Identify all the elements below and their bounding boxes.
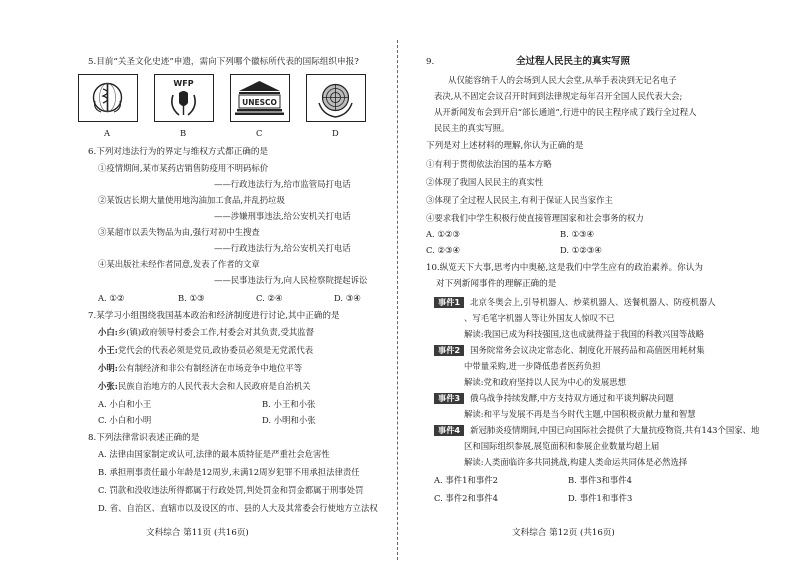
event-text: 俄乌战争持续发酵,中方支持双方通过和平谈判解决问题 bbox=[470, 393, 674, 403]
q8-stem: 8.下列法律常识表述正确的是 bbox=[88, 433, 200, 443]
q9-number: 9. bbox=[426, 57, 435, 67]
q5-label-a: A bbox=[104, 128, 111, 138]
q9-item-3: ③体现了全过程人民民主,有利于保证人民当家作主 bbox=[426, 195, 613, 205]
q10-event-3-interp: 解读:和平与发展不再是当今时代主题,中国积极贡献力量和智慧 bbox=[464, 409, 696, 419]
q9-item-4: ④要求我们中学生积极行使直接管理国家和社会事务的权力 bbox=[426, 213, 644, 223]
q8-option-d: D. 省、自治区、直辖市以及设区的市、县的人大及其常委会行使地方立法权 bbox=[98, 503, 378, 513]
speaker-text: 公有制经济和非公有制经济在市场竞争中地位平等 bbox=[117, 363, 303, 373]
q5-stem: 5.目前“关圣文化史迹”申遗，需向下列哪个徽标所代表的国际组织申报? bbox=[88, 57, 359, 67]
event-tag: 事件4 bbox=[434, 425, 464, 436]
q6-option-d: D. ③④ bbox=[334, 293, 361, 303]
q10-event-4 bbox=[434, 424, 759, 436]
speaker-name: 小白: bbox=[98, 327, 118, 337]
q10-option-a: A. 事件1和事件2 bbox=[434, 475, 498, 485]
right-footer: 文科综合 第12页 (共16页) bbox=[512, 528, 615, 538]
q6-option-a: A. ①② bbox=[98, 293, 125, 303]
q6-item-3: ③某超市以丢失物品为由,强行对初中生搜查 bbox=[98, 227, 260, 237]
q6-option-b: B. ①③ bbox=[178, 293, 205, 303]
q6-stem: 6.下列对违法行为的界定与维权方式都正确的是 bbox=[88, 147, 269, 157]
q7-option-b: B. 小王和小张 bbox=[262, 399, 316, 409]
event-tag: 事件3 bbox=[434, 393, 464, 404]
q8-option-a: A. 法律由国家制定或认可,法律的最本质特征是严重社会危害性 bbox=[98, 449, 330, 459]
q9-passage-3: 从开新闻发布会到开启“部长通道”,行进中的民主程序成了践行全过程人 bbox=[434, 107, 697, 117]
q6-item-4-note: ——民事违法行为,向人民检察院提起诉讼 bbox=[214, 275, 368, 285]
q9-passage-2: 表决,从不固定会议召开时间到法律规定每年召开全国人民代表大会; bbox=[434, 91, 683, 101]
left-footer: 文科综合 第11页 (共16页) bbox=[146, 528, 249, 538]
q6-item-3-note: ——行政违法行为,给公安机关打电话 bbox=[214, 243, 351, 253]
event-tag: 事件2 bbox=[434, 345, 464, 356]
event-text: 国务院常务会议决定常态化、制度化开展药品和高值医用耗材集 bbox=[470, 345, 705, 355]
q7-speaker-4 bbox=[98, 380, 310, 392]
q10-event-3 bbox=[434, 392, 674, 404]
speaker-name: 小王: bbox=[98, 345, 118, 355]
q10-stem-2: 对下列新闻事件的理解正确的是 bbox=[436, 279, 557, 289]
q6-item-1: ①疫情期间,某市某药店销售防疫用不明码标价 bbox=[98, 163, 269, 173]
speaker-name: 小张: bbox=[98, 381, 118, 391]
q10-event-4-cont: 区和国际组织参展,展览面积和参展企业数量均超上届 bbox=[464, 441, 660, 451]
q7-speaker-3 bbox=[98, 362, 302, 374]
event-text: 北京冬奥会上,引导机器人、炒菜机器人、送餐机器人、防疫机器人 bbox=[470, 297, 716, 307]
q5-label-c: C bbox=[256, 128, 263, 138]
speaker-text: 党代会的代表必须是党员,政协委员必须是无党派代表 bbox=[117, 345, 314, 355]
q9-title: 全过程人民民主的真实写照 bbox=[516, 56, 631, 67]
q10-stem-1: 10.纵览天下大事,思考内中奥秘,这是我们中学生应有的政治素养。你认为 bbox=[426, 263, 703, 273]
event-tag: 事件1 bbox=[434, 297, 464, 308]
q9-passage-1: 从仅能容纳千人的会场到人民大会堂,从举手表决到无记名电子 bbox=[448, 75, 677, 85]
q10-event-2-cont: 中带量采购,进一步降低患者医药负担 bbox=[464, 361, 601, 371]
left-page bbox=[0, 0, 396, 562]
who-emblem-icon bbox=[78, 74, 138, 122]
unesco-logo-text: UNESCO bbox=[242, 98, 277, 107]
q9-option-d: D. ①②③④ bbox=[560, 245, 602, 255]
wfp-emblem-icon bbox=[154, 74, 214, 122]
q9-item-2: ②体现了我国人民民主的真实性 bbox=[426, 177, 544, 187]
q8-option-b: B. 承担刑事责任最小年龄是12周岁,未满12周岁犯罪不用承担法律责任 bbox=[98, 467, 360, 477]
event-text: 新冠肺炎疫情期间,中国已向国际社会提供了大量抗疫物资,共有143个国家、地 bbox=[470, 425, 760, 435]
speaker-text: 民族自治地方的人民代表大会和人民政府是自治机关 bbox=[117, 381, 311, 391]
q7-speaker-1 bbox=[98, 326, 314, 338]
q10-option-b: B. 事件3和事件4 bbox=[568, 475, 633, 485]
un-emblem-icon bbox=[306, 74, 366, 122]
wfp-logo-text: WFP bbox=[173, 79, 194, 88]
q10-option-c: C. 事件2和事件4 bbox=[434, 493, 498, 503]
q10-event-2-interp: 解读:党和政府坚持以人民为中心的发展思想 bbox=[464, 377, 626, 387]
q6-item-4: ④某出版社未经作者同意,发表了作者的文章 bbox=[98, 259, 260, 269]
q9-passage-4: 民民主的真实写照。 bbox=[434, 123, 510, 133]
q9-option-c: C. ②③④ bbox=[426, 245, 460, 255]
q7-stem: 7.某学习小组围绕我国基本政治和经济制度进行讨论,其中正确的是 bbox=[88, 311, 340, 321]
q10-event-2 bbox=[434, 344, 705, 356]
speaker-name: 小明: bbox=[98, 363, 118, 373]
q9-option-a: A. ①②③ bbox=[426, 229, 460, 239]
speaker-text: 乡(镇)政府领导村委会工作,村委会对其负责,受其监督 bbox=[117, 327, 314, 337]
q7-option-d: D. 小明和小张 bbox=[262, 415, 316, 425]
right-page bbox=[398, 0, 794, 562]
q6-option-c: C. ②④ bbox=[256, 293, 283, 303]
q10-option-d: D. 事件1和事件3 bbox=[568, 493, 633, 503]
q7-speaker-2 bbox=[98, 344, 313, 356]
q10-event-1 bbox=[434, 296, 716, 308]
q10-event-4-interp: 解读:人类面临许多共同挑战,构建人类命运共同体是必然选择 bbox=[464, 457, 688, 467]
q6-item-2: ②某饭店长期大量使用地沟油加工食品,并乱扔垃圾 bbox=[98, 195, 285, 205]
q7-option-c: C. 小白和小明 bbox=[98, 415, 152, 425]
q5-logo-row bbox=[78, 74, 378, 124]
q9-question: 下列是对上述材料的理解,你认为正确的是 bbox=[426, 141, 584, 151]
q5-label-d: D bbox=[332, 128, 339, 138]
unesco-emblem-icon bbox=[230, 74, 290, 122]
q6-item-1-note: ——行政违法行为,给市监管局打电话 bbox=[214, 179, 351, 189]
q10-event-1-cont: 、写毛笔字机器人等让外国友人惊叹不已 bbox=[464, 313, 615, 323]
q10-event-1-interp: 解读:我国已成为科技强国,这也成就得益于我国的科教兴国等战略 bbox=[464, 329, 704, 339]
q7-option-a: A. 小白和小王 bbox=[98, 399, 152, 409]
q9-option-b: B. ①③④ bbox=[560, 229, 595, 239]
q5-label-b: B bbox=[180, 128, 187, 138]
q8-option-c: C. 罚款和没收违法所得都属于行政处罚,判处罚金和罚金都属于刑事处罚 bbox=[98, 485, 364, 495]
q9-item-1: ①有利于贯彻依法治国的基本方略 bbox=[426, 159, 552, 169]
q6-item-2-note: ——涉嫌刑事违法,给公安机关打电话 bbox=[214, 211, 351, 221]
